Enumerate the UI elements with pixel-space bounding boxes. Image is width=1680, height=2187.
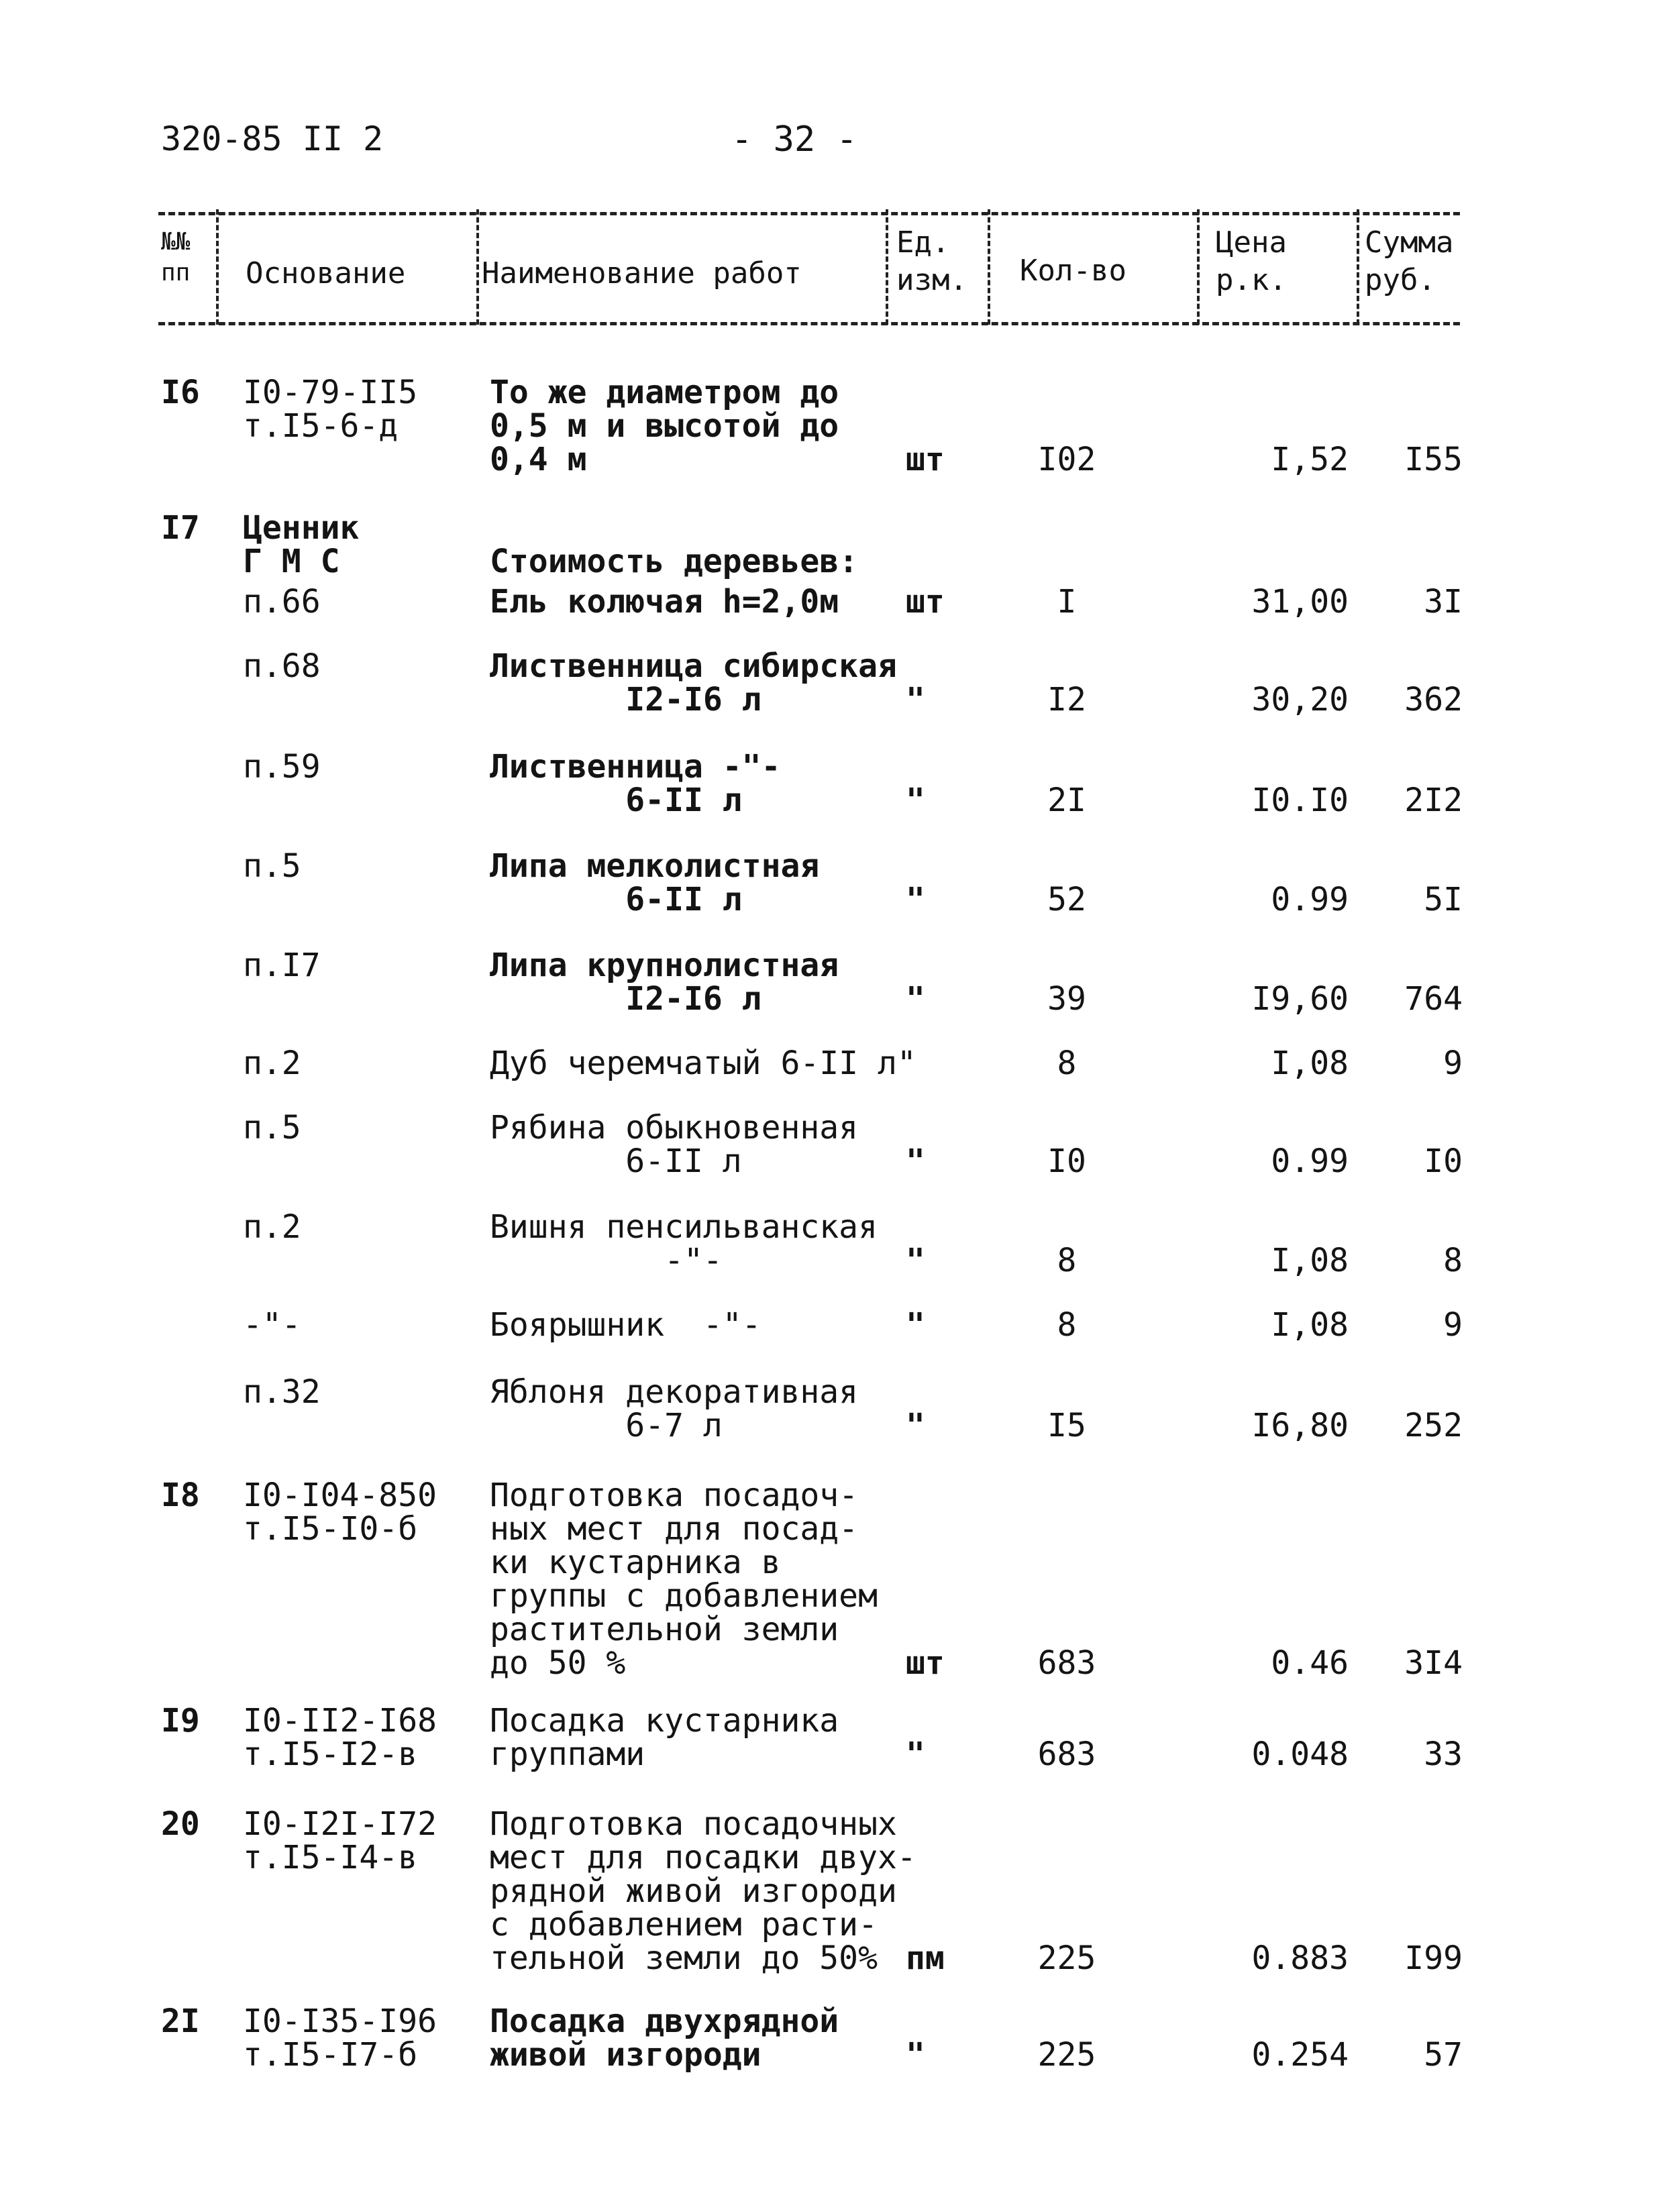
row-basis: п.66 [243, 583, 321, 621]
row-work-name: Дуб черемчатый 6-II л" [490, 1045, 916, 1082]
row-unit: " [906, 1306, 925, 1344]
row-quantity: 8 [1057, 1045, 1077, 1082]
row-quantity: 225 [1037, 2036, 1096, 2074]
row-price: I,08 [1271, 1045, 1349, 1082]
row-price: I6,80 [1251, 1407, 1349, 1444]
row-unit: " [906, 1407, 925, 1444]
row-price: 30,20 [1251, 681, 1349, 718]
row-number: I8 [161, 1477, 200, 1514]
column-separator [988, 209, 990, 325]
row-unit: " [906, 1142, 925, 1180]
row-unit: " [906, 881, 925, 918]
header-qty: Кол-во [1020, 254, 1126, 288]
row-work-name: Ель колючая h=2,0м [490, 583, 839, 621]
row-basis: I0-I2I-I72 т.I5-I4-в [243, 1805, 437, 1876]
row-work-name: Лиственница сибирская I2-I6 л [490, 647, 897, 718]
row-basis: п.5 [243, 1109, 301, 1146]
row-number: I9 [161, 1702, 200, 1740]
header-unit: Ед. изм. [896, 225, 967, 297]
row-number: I6 [161, 374, 200, 411]
header-basis: Основание [246, 256, 406, 290]
row-work-name: Боярышник -"- [490, 1306, 762, 1344]
row-price: 0.883 [1251, 1939, 1349, 1977]
row-sum: 9 [1443, 1306, 1463, 1344]
row-quantity: 225 [1037, 1939, 1096, 1977]
row-work-name: Рябина обыкновенная 6-II л [490, 1109, 859, 1180]
row-quantity: 8 [1057, 1306, 1077, 1344]
row-sum: 362 [1404, 681, 1463, 718]
header-sum: Сумма руб. [1365, 225, 1454, 297]
row-sum: I0 [1424, 1142, 1463, 1180]
row-work-name: Стоимость деревьев: [490, 543, 859, 580]
row-quantity: I02 [1037, 441, 1096, 478]
row-unit: шт [906, 441, 945, 478]
row-basis: -"- [243, 1306, 301, 1344]
row-basis: п.59 [243, 748, 321, 786]
row-unit: " [906, 1736, 925, 1773]
row-price: 0.048 [1251, 1736, 1349, 1773]
row-sum: I55 [1404, 441, 1463, 478]
row-quantity: I [1057, 583, 1077, 621]
row-unit: " [906, 782, 925, 819]
row-quantity: 683 [1037, 1736, 1096, 1773]
document-reference: 320-85 II 2 [161, 119, 384, 158]
column-separator [1357, 209, 1359, 325]
row-work-name: Липа мелколистная 6-II л [490, 847, 820, 918]
row-sum: 2I2 [1404, 782, 1463, 819]
row-price: I,08 [1271, 1306, 1349, 1344]
row-sum: I99 [1404, 1939, 1463, 1977]
row-basis: I0-II2-I68 т.I5-I2-в [243, 1702, 437, 1773]
row-quantity: I0 [1047, 1142, 1086, 1180]
header-price: Цена р.к. [1216, 225, 1287, 297]
row-unit: " [906, 2036, 925, 2074]
row-basis: I0-I35-I96 т.I5-I7-б [243, 2003, 437, 2074]
row-quantity: 39 [1047, 980, 1086, 1018]
header-name: Наименование работ [482, 256, 802, 290]
row-quantity: I5 [1047, 1407, 1086, 1444]
row-work-name: Подготовка посадочных мест для посадки двух- рядной живой изгороди с добавлением расти- тельной земли до 50% [490, 1805, 916, 1977]
row-sum: 5I [1424, 881, 1463, 918]
row-unit: " [906, 1242, 925, 1279]
row-work-name: Посадка кустарника группами [490, 1702, 839, 1773]
row-sum: 3I [1424, 583, 1463, 621]
row-price: 31,00 [1251, 583, 1349, 621]
row-unit: шт [906, 1644, 945, 1682]
table-header-top-rule [158, 212, 1460, 215]
row-number: I7 [161, 509, 200, 547]
row-basis: п.2 [243, 1208, 301, 1246]
row-basis: п.5 [243, 847, 301, 885]
row-quantity: 8 [1057, 1242, 1077, 1279]
header-num: №№ пп [161, 228, 191, 286]
row-quantity: I2 [1047, 681, 1086, 718]
row-quantity: 52 [1047, 881, 1086, 918]
row-quantity: 683 [1037, 1644, 1096, 1682]
row-price: I,08 [1271, 1242, 1349, 1279]
row-price: 0.254 [1251, 2036, 1349, 2074]
row-sum: 3I4 [1404, 1644, 1463, 1682]
row-number: 2I [161, 2003, 200, 2040]
row-unit: шт [906, 583, 945, 621]
row-sum: 252 [1404, 1407, 1463, 1444]
row-quantity: 2I [1047, 782, 1086, 819]
row-sum: 33 [1424, 1736, 1463, 1773]
row-basis: I0-I04-850 т.I5-I0-б [243, 1477, 437, 1548]
column-separator [476, 209, 479, 325]
row-unit: " [906, 980, 925, 1018]
column-separator [886, 209, 888, 325]
row-basis: п.68 [243, 647, 321, 685]
row-basis: п.I7 [243, 947, 321, 984]
table-header-bottom-rule [158, 322, 1460, 325]
column-separator [1197, 209, 1200, 325]
row-work-name: Вишня пенсильванская -"- [490, 1208, 878, 1279]
row-price: 0.46 [1271, 1644, 1349, 1682]
row-sum: 57 [1424, 2036, 1463, 2074]
row-basis: Ценник Г М С [243, 509, 360, 580]
row-work-name: Яблоня декоративная 6-7 л [490, 1373, 859, 1444]
row-work-name: Липа крупнолистная I2-I6 л [490, 947, 839, 1018]
row-price: 0.99 [1271, 1142, 1349, 1180]
row-work-name: Посадка двухрядной живой изгороди [490, 2003, 839, 2074]
row-basis: п.2 [243, 1045, 301, 1082]
row-basis: I0-79-II5 т.I5-6-д [243, 374, 418, 445]
row-sum: 764 [1404, 980, 1463, 1018]
row-unit: пм [906, 1939, 945, 1977]
row-basis: п.32 [243, 1373, 321, 1411]
row-price: I,52 [1271, 441, 1349, 478]
row-sum: 9 [1443, 1045, 1463, 1082]
row-price: 0.99 [1271, 881, 1349, 918]
row-unit: " [906, 681, 925, 718]
row-number: 20 [161, 1805, 200, 1843]
row-work-name: Подготовка посадоч- ных мест для посад- ки кустарника в группы с добавлением растительной земли до 50 % [490, 1477, 878, 1682]
row-sum: 8 [1443, 1242, 1463, 1279]
row-work-name: То же диаметром до 0,5 м и высотой до 0,4 м [490, 374, 839, 478]
page-number: - 32 - [731, 119, 857, 160]
row-price: I0.I0 [1251, 782, 1349, 819]
row-work-name: Лиственница -"- 6-II л [490, 748, 781, 819]
column-separator [216, 209, 219, 325]
row-price: I9,60 [1251, 980, 1349, 1018]
